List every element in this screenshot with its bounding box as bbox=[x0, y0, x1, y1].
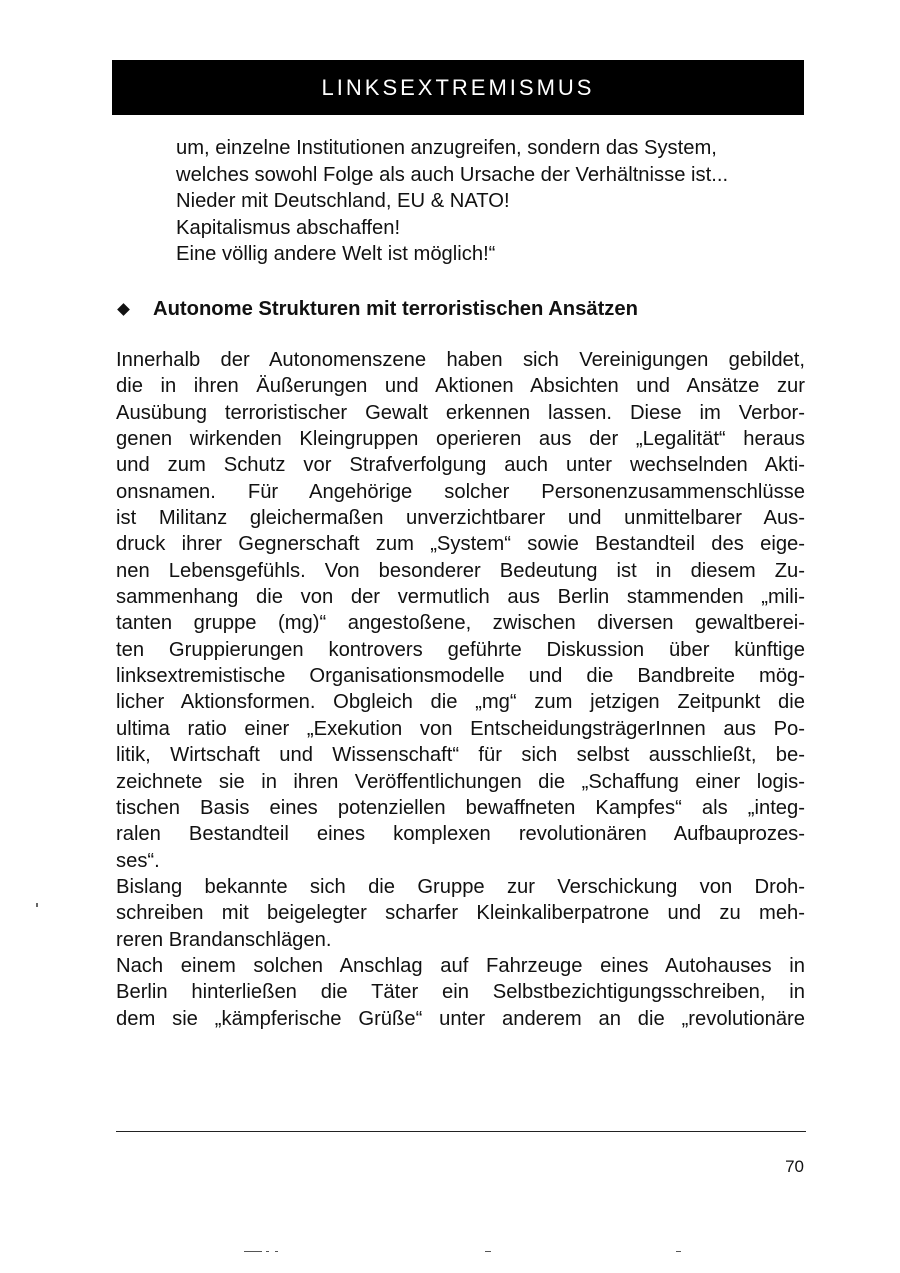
body-line: Bislang bekannte sich die Gruppe zur Verschickung von Droh- bbox=[116, 875, 805, 898]
body-line: die in ihren Äußerungen und Aktionen Absichten und Ansätze zur bbox=[116, 375, 805, 398]
body-line: und zum Schutz vor Strafverfolgung auch unter wechselnden Akti- bbox=[116, 454, 805, 477]
body-line: Ausübung terroristischer Gewalt erkennen lassen. Diese im Verbor- bbox=[116, 401, 805, 424]
body-line: sammenhang die von der vermutlich aus Berlin stammenden „mili- bbox=[116, 586, 805, 609]
body-line: ses“. bbox=[116, 849, 160, 872]
body-line: ist Militanz gleichermaßen unverzichtbarer und unmittelbarer Aus- bbox=[116, 507, 805, 530]
quote-block bbox=[176, 135, 804, 268]
body-line: ten Gruppierungen kontrovers geführte Diskussion über künftige bbox=[116, 638, 805, 661]
chapter-title: LINKSEXTREMISMUS bbox=[321, 74, 595, 100]
quote-line: welches sowohl Folge als auch Ursache der Verhältnisse ist... bbox=[176, 163, 729, 186]
scan-artifact bbox=[676, 1251, 681, 1252]
quote-line: um, einzelne Institutionen anzugreifen, sondern das System, bbox=[176, 137, 717, 159]
scan-artifact bbox=[485, 1251, 491, 1252]
scan-artifact bbox=[36, 903, 38, 907]
scan-artifact bbox=[266, 1251, 269, 1252]
quote-line: Nieder mit Deutschland, EU & NATO! bbox=[176, 190, 510, 212]
body-line: Innerhalb der Autonomenszene haben sich Vereinigungen gebildet, bbox=[116, 349, 805, 371]
chapter-header-bar bbox=[112, 60, 804, 115]
page-number: 70 bbox=[785, 1157, 804, 1176]
body-text bbox=[116, 347, 805, 1032]
body-line: ultima ratio einer „Exekution von EntscheidungsträgerInnen aus Po- bbox=[116, 717, 805, 740]
body-line: onsnamen. Für Angehörige solcher Personenzusammenschlüsse bbox=[116, 480, 805, 503]
section-heading bbox=[116, 296, 806, 322]
footer-rule bbox=[116, 1131, 806, 1132]
body-line: tischen Basis eines potenziellen bewaffneten Kampfes“ als „integ- bbox=[116, 796, 805, 819]
body-line: licher Aktionsformen. Obgleich die „mg“ zum jetzigen Zeitpunkt die bbox=[116, 691, 805, 714]
body-line: litik, Wirtschaft und Wissenschaft“ für sich selbst ausschließt, be- bbox=[116, 744, 805, 767]
scan-artifact bbox=[275, 1251, 278, 1252]
quote-line: Kapitalismus abschaffen! bbox=[176, 216, 401, 239]
quote-line: Eine völlig andere Welt ist möglich!“ bbox=[176, 243, 496, 265]
body-line: zeichnete sie in ihren Veröffentlichungen die „Schaffung einer logis- bbox=[116, 770, 805, 793]
diamond-bullet-icon bbox=[117, 303, 130, 316]
section-heading-text: Autonome Strukturen mit terroristischen Ansätzen bbox=[153, 298, 638, 320]
body-line: reren Brandanschlägen. bbox=[116, 928, 332, 951]
body-line: schreiben mit beigelegter scharfer Kleinkaliberpatrone und zu meh- bbox=[116, 902, 805, 925]
body-line: genen wirkenden Kleingruppen operieren aus der „Legalität“ heraus bbox=[116, 428, 805, 451]
body-line: linksextremistische Organisationsmodelle und die Bandbreite mög- bbox=[116, 665, 805, 688]
scan-artifact bbox=[244, 1251, 262, 1252]
body-line: tanten gruppe (mg)“ angestoßene, zwischen diversen gewaltberei- bbox=[116, 612, 805, 635]
body-line: Berlin hinterließen die Täter ein Selbstbezichtigungsschreiben, in bbox=[116, 981, 805, 1004]
body-line: Nach einem solchen Anschlag auf Fahrzeuge eines Autohauses in bbox=[116, 954, 805, 977]
body-line: druck ihrer Gegnerschaft zum „System“ sowie Bestandteil des eige- bbox=[116, 533, 805, 556]
body-line: dem sie „kämpferische Grüße“ unter anderem an die „revolutionäre bbox=[116, 1007, 805, 1030]
body-line: ralen Bestandteil eines komplexen revolutionären Aufbauprozes- bbox=[116, 823, 805, 846]
body-line: nen Lebensgefühls. Von besonderer Bedeutung ist in diesem Zu- bbox=[116, 559, 805, 582]
